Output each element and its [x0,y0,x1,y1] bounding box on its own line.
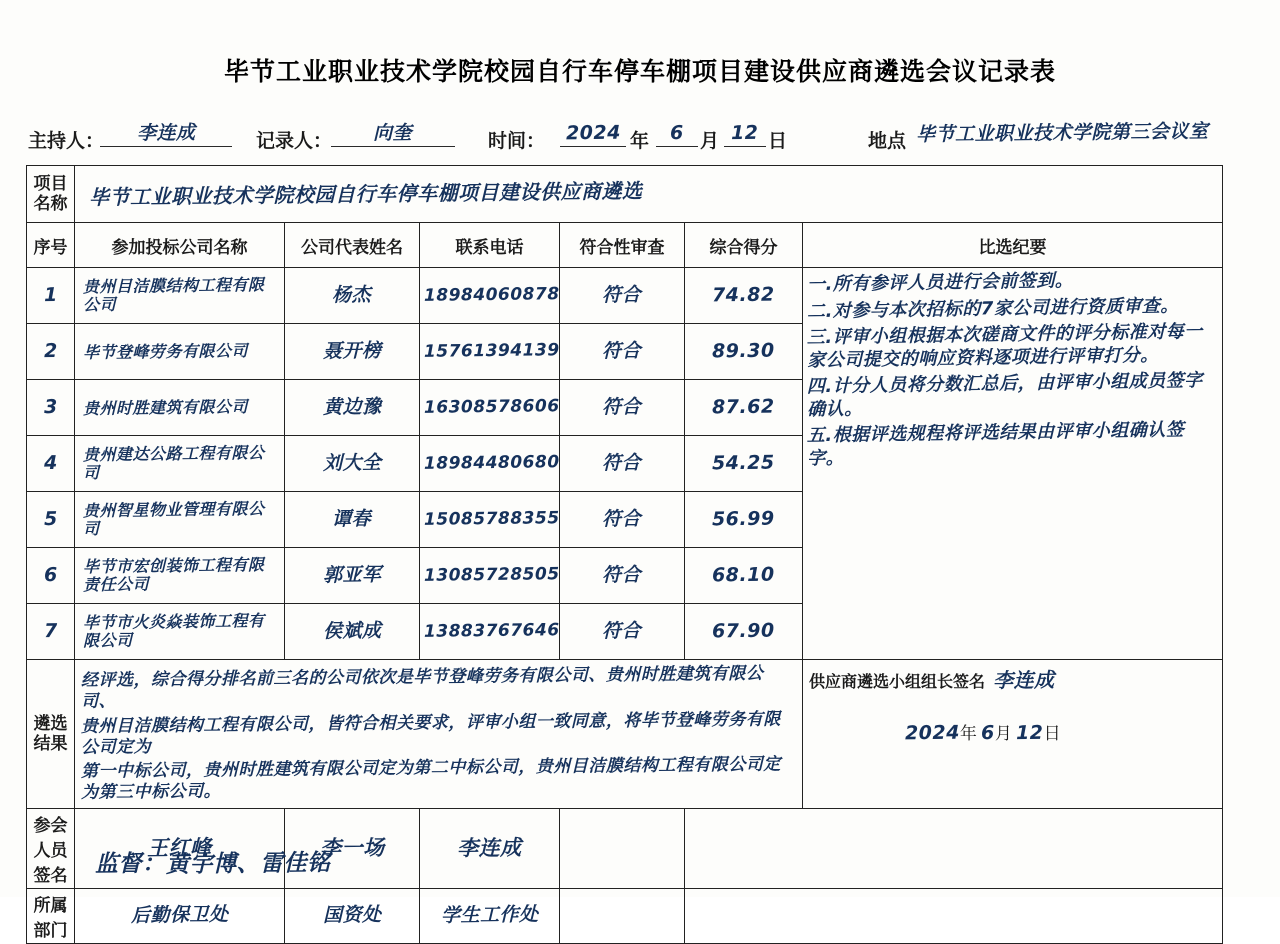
row-check: 符合 [602,339,642,362]
col-company: 参加投标公司名称 [75,223,285,268]
supervision-label: 监督： [94,850,166,878]
row-rep: 郭亚军 [322,563,382,586]
row-rep: 聂开榜 [322,339,382,362]
row-rep: 刘大全 [322,451,382,474]
row-company: 贵州建达公路工程有限公司 [82,442,265,483]
row-company: 毕节市火炎焱装饰工程有限公司 [82,610,265,651]
col-minutes: 比选纪要 [803,223,1223,268]
row-score: 89.30 [712,339,775,363]
table-header-row [27,223,1223,268]
row-check: 符合 [602,283,642,306]
row-check: 符合 [602,507,642,530]
row-no: 5 [43,507,58,530]
result-row [27,660,1223,809]
minutes-item-1: 一.所有参评人员进行会前签到。 [806,270,1074,296]
attendee-sign-label: 参会人员签名 [27,808,75,888]
result-date-month: 6 [980,721,995,745]
host-value: 李连成 [136,121,196,145]
result-date-year-unit: 年 [959,724,977,743]
row-phone: 18984480680 [423,452,560,474]
leader-sign-cell [803,660,1223,809]
row-company: 贵州智星物业管理有限公司 [82,498,265,539]
row-rep: 谭春 [332,507,372,530]
place-label: 地点 [868,131,907,152]
row-phone: 16308578606 [423,396,560,418]
col-check: 符合性审查 [560,223,685,268]
meeting-record-table [26,165,1223,944]
row-score: 74.82 [712,283,775,307]
result-date-year: 2024 [904,721,961,745]
row-no: 2 [43,339,58,362]
attendee-signature: 王红峰 [147,835,212,861]
page-title: 毕节工业职业技术学院校园自行车停车棚项目建设供应商遴选会议记录表 [223,59,1056,86]
row-company: 毕节登峰劳务有限公司 [82,340,249,362]
row-check: 符合 [602,563,642,586]
row-check: 符合 [602,451,642,474]
row-no: 7 [43,619,58,642]
place-value: 毕节工业职业技术学院第三会议室 [915,120,1209,146]
department-value: 后勤保卫处 [130,903,229,927]
minutes-item-4: 四.计分人员将分数汇总后，由评审小组成员签字确认。 [806,370,1203,420]
col-rep: 公司代表姓名 [285,223,420,268]
col-phone: 联系电话 [420,223,560,268]
header-info [28,122,1252,154]
time-month-unit: 月 [700,131,720,152]
department-value: 学生工作处 [440,903,539,927]
result-date [905,719,1216,746]
time-day-unit: 日 [768,131,788,152]
recorder-value: 向奎 [373,121,413,145]
row-phone: 18984060878 [423,284,560,306]
col-score: 综合得分 [685,223,803,268]
host-label: 主持人： [28,131,105,152]
time-day: 12 [731,121,759,145]
leader-sign-label: 供应商遴选小组组长签名 [809,674,986,691]
result-label: 遴选结果 [27,660,75,809]
project-value: 毕节工业职业技术学院校园自行车停车棚项目建设供应商遴选 [88,178,643,209]
col-no: 序号 [27,223,75,268]
row-no: 4 [43,451,58,474]
row-company: 毕节市宏创装饰工程有限责任公司 [82,554,265,595]
supervision-note [95,850,330,879]
row-no: 1 [43,283,58,306]
attendee-signature: 李一场 [319,835,385,861]
minutes-cell [803,268,1223,660]
row-company: 贵州时胜建筑有限公司 [82,396,249,418]
department-value: 国资处 [322,903,382,926]
result-line-2: 贵州目洁膜结构工程有限公司，皆符合相关要求，评审小组一致同意，将毕节登峰劳务有限公司定为 [80,708,781,758]
project-name-row [27,166,1223,223]
supervision-value: 黄宇博、雷佳铭 [165,850,331,879]
result-line-3: 第一中标公司，贵州时胜建筑有限公司定为第二中标公司，贵州目洁膜结构工程有限公司定为第三中标公司。 [80,754,781,803]
minutes-item-3: 三.评审小组根据本次磋商文件的评分标准对每一家公司提交的响应资料逐项进行评审打分。 [806,321,1203,371]
minutes-item-2: 二.对参与本次招标的7家公司进行资质审查。 [806,294,1180,322]
row-check: 符合 [602,619,642,642]
row-phone: 15761394139 [423,340,560,362]
result-date-day: 12 [1015,721,1044,745]
row-phone: 13883767646 [423,620,560,642]
row-phone: 15085788355 [423,508,560,530]
result-date-month-unit: 月 [994,724,1012,743]
table-row [27,268,1223,324]
department-row [27,888,1223,943]
attendee-signature: 李连成 [457,835,522,861]
row-phone: 13085728505 [423,564,560,586]
row-score: 68.10 [712,563,775,587]
leader-sign-value: 李连成 [993,667,1055,693]
department-label: 所属部门 [27,888,75,943]
row-rep: 黄边豫 [322,395,382,418]
project-value-cell [75,166,1223,223]
minutes-item-5: 五.根据评选规程将评选结果由评审小组确认签字。 [806,419,1185,469]
time-month: 6 [669,121,684,145]
row-no: 3 [43,395,58,418]
row-score: 56.99 [712,507,775,531]
row-score: 54.25 [712,451,775,475]
row-rep: 侯斌成 [322,619,382,642]
row-score: 87.62 [712,395,775,419]
result-text-cell [75,660,803,809]
time-year-unit: 年 [630,131,650,152]
result-date-day-unit: 日 [1043,724,1061,743]
project-label: 项目名称 [27,166,75,223]
time-label: 时间： [488,131,546,152]
row-no: 6 [43,563,58,586]
row-rep: 杨杰 [332,283,372,306]
time-year: 2024 [565,121,621,145]
result-line-1: 经评选，综合得分排名前三名的公司依次是毕节登峰劳务有限公司、贵州时胜建筑有限公司、 [80,663,764,712]
row-check: 符合 [602,395,642,418]
row-score: 67.90 [712,619,775,643]
row-company: 贵州目洁膜结构工程有限公司 [82,274,265,315]
recorder-label: 记录人： [256,131,333,152]
